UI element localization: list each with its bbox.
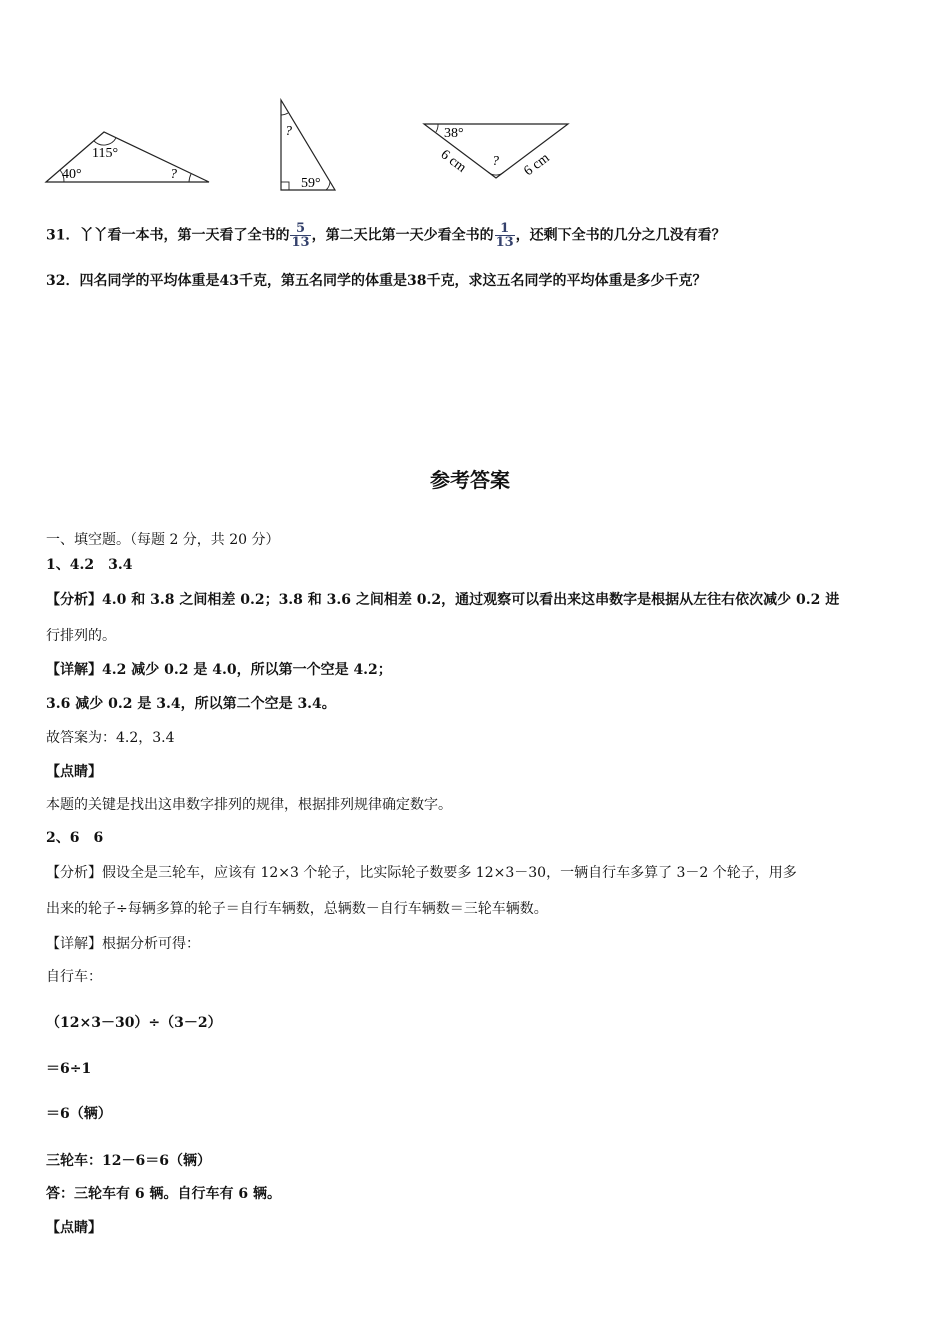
- q31-frac1-den: 13: [291, 235, 310, 250]
- tri1-angle-top: 115°: [92, 146, 119, 161]
- line-analysis-2b: 出来的轮子÷每辆多算的轮子＝自行车辆数，总辆数－自行车辆数＝三轮车辆数。: [46, 901, 548, 917]
- line-section-heading: 一、填空题。（每题 2 分，共 20 分）: [46, 532, 280, 548]
- tri1-angle-left: 40°: [62, 167, 82, 182]
- line-calc-3: ＝6（辆）: [46, 1106, 112, 1122]
- line-answer-summary-1: 故答案为：4.2，3.4: [46, 730, 175, 746]
- question-31: [46, 222, 726, 249]
- line-analysis-2a: 【分析】假设全是三轮车，应该有 12×3 个轮子，比实际轮子数要多 12×3－30，一辆自行车多算了 3－2 个轮子，用多: [46, 865, 797, 881]
- line-detail-1b: 3.6 减少 0.2 是 3.4，所以第二个空是 3.4。: [46, 696, 336, 712]
- line-calc-2: ＝6÷1: [46, 1061, 92, 1077]
- q31-frac2-num: 1: [500, 221, 510, 236]
- triangle-figure-2: [276, 97, 340, 195]
- q31-prefix: 31．丫丫看一本书，第一天看了全书的: [46, 227, 290, 244]
- line-answer-1: 1、4.2 3.4: [46, 557, 133, 573]
- line-final-answer: 答：三轮车有 6 辆。自行车有 6 辆。: [46, 1186, 281, 1202]
- tri3-side-right: 6 cm: [521, 150, 553, 180]
- tri3-side-left: 6 cm: [437, 147, 469, 176]
- q31-middle: ，第二天比第一天少看全书的: [311, 227, 494, 244]
- line-comment-label-1: 【点睛】: [46, 764, 102, 780]
- triangle-figure-1: [44, 128, 214, 186]
- q31-fraction-1: [290, 222, 310, 249]
- line-detail-2-label: 【详解】根据分析可得：: [46, 936, 200, 952]
- q31-frac2-den: 13: [495, 235, 514, 250]
- q31-suffix: ，还剩下全书的几分之几没有看？: [515, 227, 726, 244]
- line-bicycle-label: 自行车：: [46, 969, 102, 985]
- line-analysis-1b: 行排列的。: [46, 628, 116, 644]
- line-tricycle: 三轮车：12－6＝6（辆）: [46, 1153, 211, 1169]
- tri2-angle-top: ?: [285, 124, 292, 139]
- tri2-angle-bottom: 59°: [301, 176, 321, 191]
- answer-title: 参考答案: [430, 468, 510, 492]
- line-comment-1: 本题的关键是找出这串数字排列的规律，根据排列规律确定数字。: [46, 797, 452, 813]
- line-comment-label-2: 【点睛】: [46, 1220, 102, 1236]
- triangle-figure-3: [420, 118, 574, 184]
- question-32: 32．四名同学的平均体重是43千克，第五名同学的体重是38千克，求这五名同学的平均体重是多少千克？: [46, 273, 707, 289]
- q31-frac1-num: 5: [296, 221, 306, 236]
- tri3-angle-left: 38°: [444, 126, 464, 141]
- line-answer-2: 2、6 6: [46, 830, 104, 846]
- line-detail-1a: 【详解】4.2 减少 0.2 是 4.0，所以第一个空是 4.2；: [46, 662, 392, 678]
- tri1-angle-right: ?: [170, 167, 177, 182]
- tri3-angle-bottom: ?: [492, 154, 499, 169]
- line-analysis-1a: 【分析】4.0 和 3.8 之间相差 0.2；3.8 和 3.6 之间相差 0.2，通过观察可以看出来这串数字是根据从左往右依次减少 0.2 进: [46, 592, 840, 608]
- line-calc-1: （12×3－30）÷（3－2）: [46, 1015, 222, 1031]
- q31-fraction-2: [495, 222, 515, 249]
